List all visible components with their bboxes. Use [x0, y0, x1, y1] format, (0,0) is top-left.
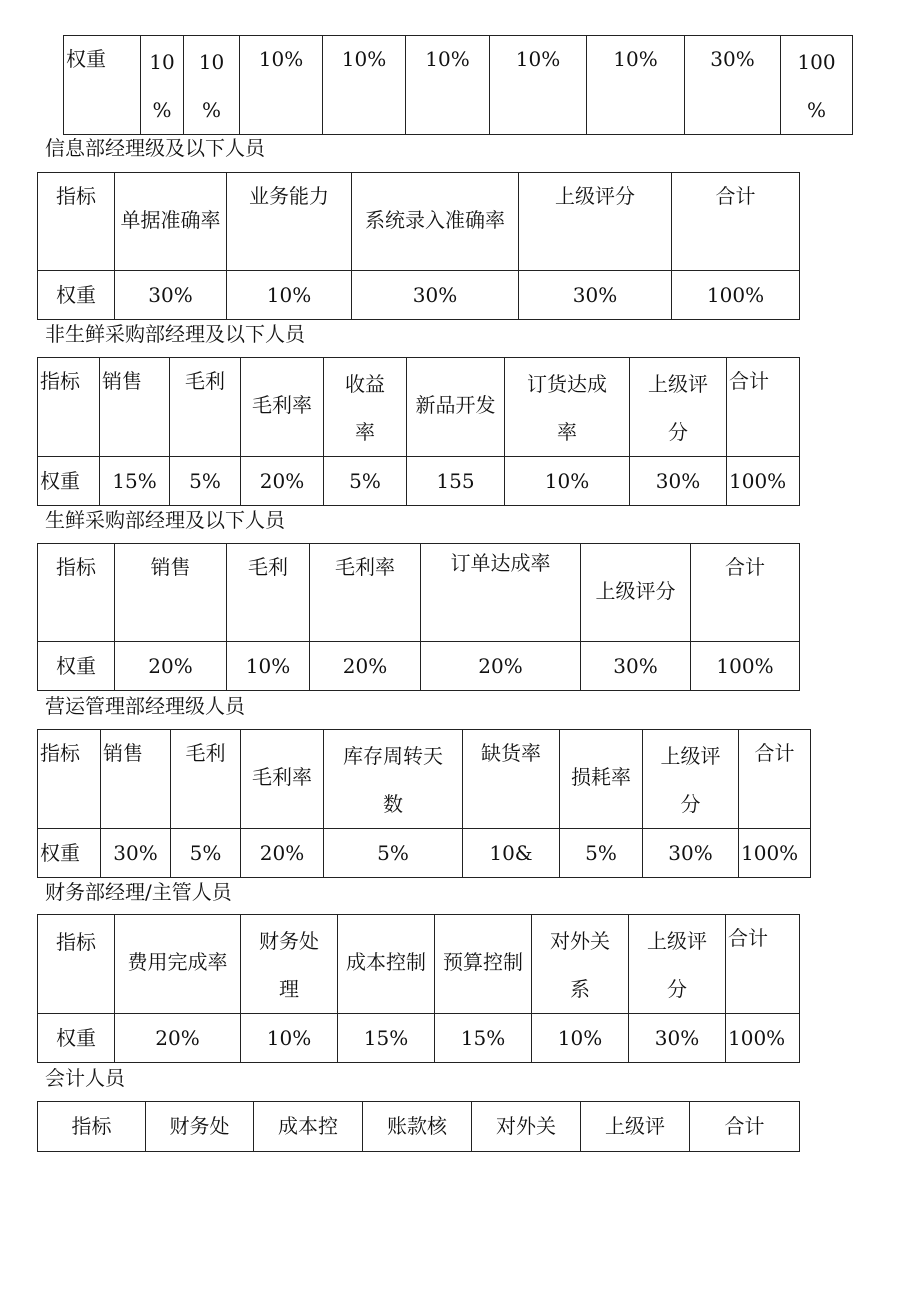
- weight-cell: 20%: [115, 1014, 241, 1063]
- header-cell: 销售: [115, 544, 227, 642]
- section-title: 会计人员: [45, 1066, 125, 1090]
- header-cell: 新品开发: [407, 358, 505, 457]
- header-cell: 业务能力: [227, 173, 352, 271]
- header-cell: 对外关: [472, 1102, 581, 1152]
- weight-cell: 10%: [505, 457, 630, 506]
- weight-cell: 10%: [406, 36, 490, 135]
- header-cell: 指标: [38, 915, 115, 1014]
- kpi-table-info: [37, 172, 800, 320]
- weight-cell: 10 %: [141, 36, 184, 135]
- weight-cell: 10%: [240, 36, 323, 135]
- header-cell: 上级评 分: [643, 730, 739, 829]
- header-cell: 财务处 理: [241, 915, 338, 1014]
- header-cell: 毛利: [170, 358, 241, 457]
- section-title: 生鲜采购部经理及以下人员: [45, 508, 285, 532]
- weight-cell: 20%: [241, 829, 324, 878]
- weight-cell: 100%: [739, 829, 811, 878]
- weight-cell: 10%: [241, 1014, 338, 1063]
- header-cell: 上级评分: [519, 173, 672, 271]
- weights-table-top: [63, 35, 853, 135]
- weight-cell: 30%: [115, 271, 227, 320]
- weight-cell: 10%: [227, 271, 352, 320]
- header-cell: 指标: [38, 730, 101, 829]
- header-cell: 费用完成率: [115, 915, 241, 1014]
- weight-label-cell: 权重: [38, 457, 100, 506]
- header-cell: 对外关 系: [532, 915, 629, 1014]
- weight-cell: 100 %: [781, 36, 853, 135]
- section-title: 非生鲜采购部经理及以下人员: [45, 322, 305, 346]
- kpi-table-operations: [37, 729, 811, 878]
- weight-cell: 20%: [241, 457, 324, 506]
- header-cell: 上级评 分: [629, 915, 726, 1014]
- header-cell: 合计: [690, 1102, 800, 1152]
- weight-cell: 10%: [587, 36, 685, 135]
- header-cell: 销售: [101, 730, 171, 829]
- header-cell: 毛利率: [241, 730, 324, 829]
- header-cell: 合计: [691, 544, 800, 642]
- header-cell: 销售: [100, 358, 170, 457]
- header-cell: 库存周转天 数: [324, 730, 463, 829]
- weight-cell: 30%: [581, 642, 691, 691]
- header-cell: 上级评分: [581, 544, 691, 642]
- weight-cell: 10 %: [184, 36, 240, 135]
- header-cell: 合计: [727, 358, 800, 457]
- weight-cell: 10%: [490, 36, 587, 135]
- header-cell: 成本控制: [338, 915, 435, 1014]
- weight-cell: 10%: [532, 1014, 629, 1063]
- header-cell: 指标: [38, 544, 115, 642]
- header-cell: 指标: [38, 358, 100, 457]
- weight-cell: 5%: [324, 457, 407, 506]
- header-cell: 收益 率: [324, 358, 407, 457]
- weight-cell: 5%: [560, 829, 643, 878]
- weight-cell: 5%: [171, 829, 241, 878]
- header-cell: 预算控制: [435, 915, 532, 1014]
- weight-cell: 20%: [310, 642, 421, 691]
- weight-cell: 20%: [115, 642, 227, 691]
- weight-label-cell: 权重: [38, 642, 115, 691]
- weight-cell: 100%: [726, 1014, 800, 1063]
- header-cell: 成本控: [254, 1102, 363, 1152]
- weight-label-cell: 权重: [38, 1014, 115, 1063]
- kpi-table-accounting: [37, 1101, 800, 1152]
- weight-cell: 30%: [101, 829, 171, 878]
- header-cell: 系统录入准确率: [352, 173, 519, 271]
- header-cell: 毛利: [171, 730, 241, 829]
- section-title: 财务部经理/主管人员: [45, 880, 232, 904]
- weight-label-cell: [64, 36, 141, 135]
- header-cell: 订单达成率: [421, 544, 581, 642]
- weight-cell: 100%: [672, 271, 800, 320]
- weight-cell: 155: [407, 457, 505, 506]
- weight-cell: 30%: [352, 271, 519, 320]
- header-cell: 损耗率: [560, 730, 643, 829]
- header-cell: 毛利: [227, 544, 310, 642]
- weight-cell: 15%: [338, 1014, 435, 1063]
- header-cell: 缺货率: [463, 730, 560, 829]
- header-cell: 合计: [672, 173, 800, 271]
- weight-cell: 15%: [435, 1014, 532, 1063]
- weight-cell: 10%: [227, 642, 310, 691]
- header-cell: 财务处: [146, 1102, 254, 1152]
- header-cell: 合计: [739, 730, 811, 829]
- weight-cell: 30%: [519, 271, 672, 320]
- weight-label-cell: 权重: [38, 829, 101, 878]
- kpi-table-finance: [37, 914, 800, 1063]
- kpi-table-nonfresh: [37, 357, 800, 506]
- header-cell: 毛利率: [310, 544, 421, 642]
- weight-cell: 30%: [629, 1014, 726, 1063]
- header-cell: 合计: [726, 915, 800, 1014]
- section-title: 营运管理部经理级人员: [45, 694, 245, 718]
- header-cell: 上级评 分: [630, 358, 727, 457]
- weight-cell: 5%: [324, 829, 463, 878]
- weight-cell: 30%: [643, 829, 739, 878]
- weight-cell: 5%: [170, 457, 241, 506]
- weight-cell: 10&: [463, 829, 560, 878]
- weight-cell: 15%: [100, 457, 170, 506]
- weight-cell: 30%: [630, 457, 727, 506]
- header-cell: 毛利率: [241, 358, 324, 457]
- weight-cell: 100%: [727, 457, 800, 506]
- kpi-table-fresh: [37, 543, 800, 691]
- weight-label-cell: 权重: [38, 271, 115, 320]
- weight-label: 权重: [66, 47, 106, 71]
- weight-cell: 30%: [685, 36, 781, 135]
- header-cell: 上级评: [581, 1102, 690, 1152]
- header-cell: 订货达成 率: [505, 358, 630, 457]
- weight-cell: 20%: [421, 642, 581, 691]
- weight-cell: 10%: [323, 36, 406, 135]
- header-cell: 单据准确率: [115, 173, 227, 271]
- header-cell: 指标: [38, 173, 115, 271]
- header-cell: 指标: [38, 1102, 146, 1152]
- weight-cell: 100%: [691, 642, 800, 691]
- section-title: 信息部经理级及以下人员: [45, 136, 265, 160]
- header-cell: 账款核: [363, 1102, 472, 1152]
